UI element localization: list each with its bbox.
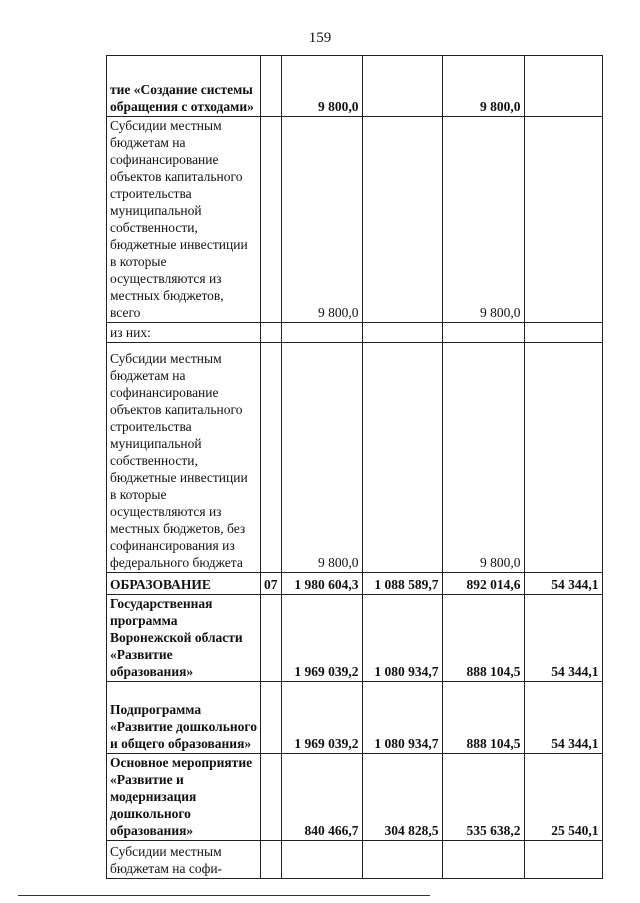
row-regional: 9 800,0 — [442, 117, 524, 323]
row-total — [281, 323, 362, 343]
row-total: 9 800,0 — [281, 343, 362, 573]
row-federal: 1 088 589,7 — [362, 573, 442, 595]
page-number: 159 — [308, 30, 332, 46]
row-regional: 535 638,2 — [442, 754, 524, 841]
row-local: 54 344,1 — [524, 595, 602, 682]
row-name: Подпрограмма «Развитие дошкольного и общего образования» — [107, 682, 261, 754]
row-code — [261, 343, 282, 573]
table-row — [107, 117, 603, 323]
row-local: 25 540,1 — [524, 754, 602, 841]
row-local — [524, 56, 602, 117]
row-total: 1 969 039,2 — [281, 682, 362, 754]
row-regional: 9 800,0 — [442, 343, 524, 573]
row-federal: 1 080 934,7 — [362, 595, 442, 682]
budget-table — [106, 55, 603, 879]
row-name: Субсидии местным бюджетам на софинансирование объектов капитального строительства муниципальной собственности, бюджетные инвестиции в которые осуществляются из местных бюджетов, всего — [107, 117, 261, 323]
row-name: из них: — [107, 323, 261, 343]
row-regional — [442, 323, 524, 343]
table-row — [107, 323, 603, 343]
row-regional: 888 104,5 — [442, 595, 524, 682]
row-total: 840 466,7 — [281, 754, 362, 841]
row-regional: 888 104,5 — [442, 682, 524, 754]
row-federal — [362, 343, 442, 573]
table-row — [107, 343, 603, 573]
row-federal — [362, 841, 442, 879]
row-total: 9 800,0 — [281, 117, 362, 323]
row-total — [281, 841, 362, 879]
table-row — [107, 841, 603, 879]
row-code — [261, 754, 282, 841]
row-name: Основное мероприятие «Развитие и модернизация дошкольного образования» — [107, 754, 261, 841]
row-total: 1 980 604,3 — [281, 573, 362, 595]
row-regional: 9 800,0 — [442, 56, 524, 117]
row-federal — [362, 117, 442, 323]
row-code — [261, 841, 282, 879]
row-local — [524, 117, 602, 323]
row-regional: 892 014,6 — [442, 573, 524, 595]
bottom-rule — [18, 895, 430, 896]
row-code: 07 — [261, 573, 282, 595]
table-row — [107, 573, 603, 595]
row-name: тие «Создание системы обращения с отходами» — [107, 56, 261, 117]
table-row — [107, 682, 603, 754]
row-federal: 304 828,5 — [362, 754, 442, 841]
row-federal: 1 080 934,7 — [362, 682, 442, 754]
row-code — [261, 117, 282, 323]
row-local — [524, 323, 602, 343]
row-local — [524, 343, 602, 573]
row-code — [261, 56, 282, 117]
row-local: 54 344,1 — [524, 682, 602, 754]
table-row — [107, 56, 603, 117]
row-local: 54 344,1 — [524, 573, 602, 595]
row-regional — [442, 841, 524, 879]
row-total: 9 800,0 — [281, 56, 362, 117]
table-row — [107, 595, 603, 682]
row-code — [261, 595, 282, 682]
row-name: ОБРАЗОВАНИЕ — [107, 573, 261, 595]
row-federal — [362, 56, 442, 117]
row-local — [524, 841, 602, 879]
row-name: Государственная программа Воронежской области «Развитие образования» — [107, 595, 261, 682]
row-total: 1 969 039,2 — [281, 595, 362, 682]
row-name: Субсидии местным бюджетам на софинансирование объектов капитального строительства муниципальной собственности, бюджетные инвестиции в которые осуществляются из местных бюджетов, без софинансирования из федерального бюджета — [107, 343, 261, 573]
row-code — [261, 323, 282, 343]
table-row — [107, 754, 603, 841]
row-name: Субсидии местным бюджетам на софи- — [107, 841, 261, 879]
row-federal — [362, 323, 442, 343]
row-code — [261, 682, 282, 754]
